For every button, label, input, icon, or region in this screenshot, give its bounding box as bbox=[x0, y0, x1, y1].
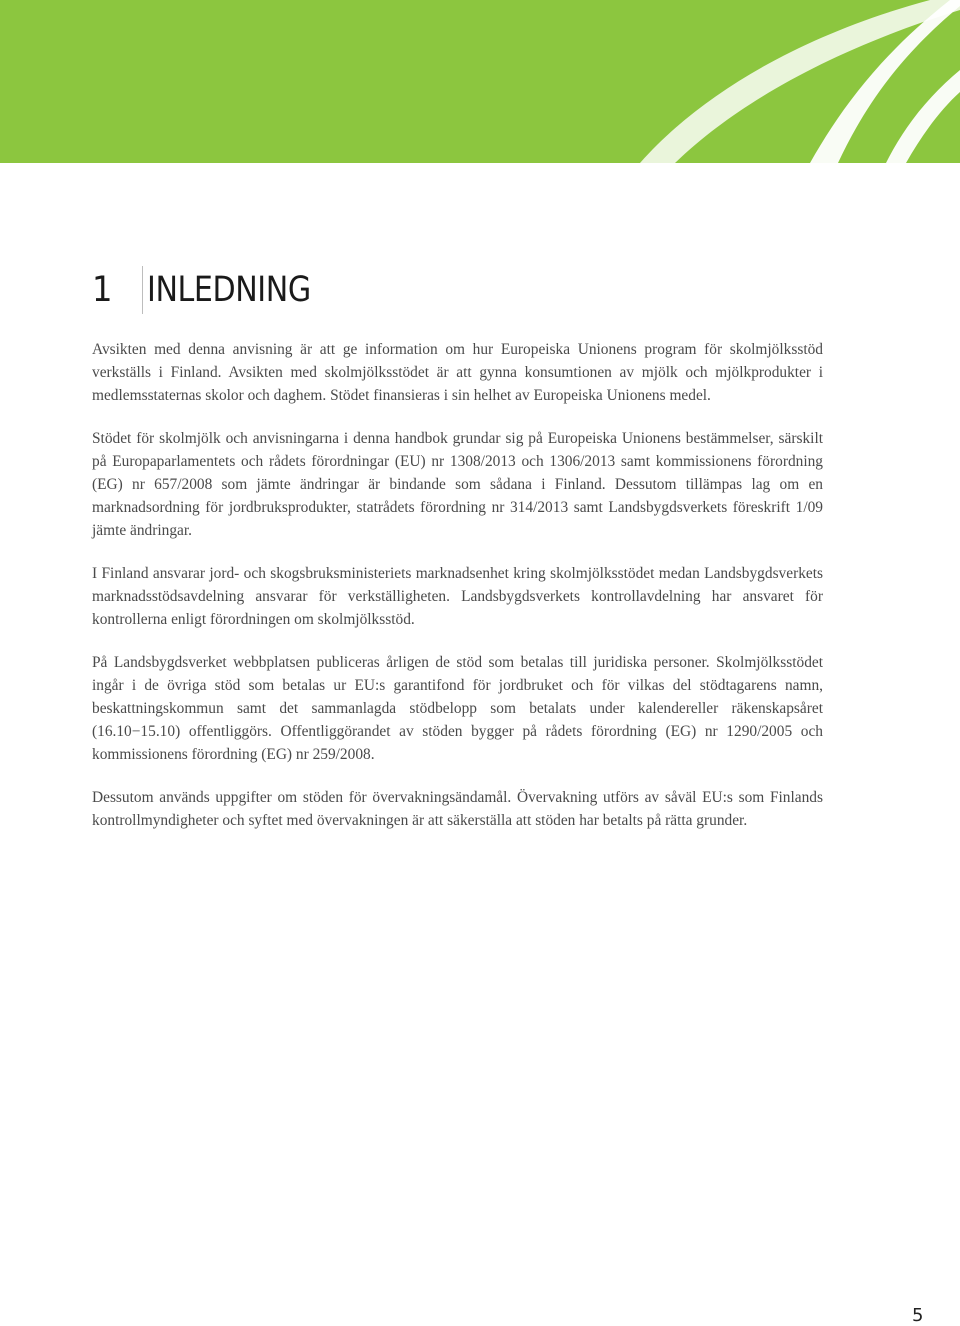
paragraph-legal-basis: Stödet för skolmjölk och anvisningarna i denna handbok grundar sig på Europeiska Unionens bestämmelser, särskilt på Europaparlamentets och rådets förordningar (EU) nr 1308/2013 och 1306/2013 samt kommissionens förordning (EG) nr 657/2008 som jämte ändringar är bindande som sådana i Finland. Dessutom tillämpas lag om en marknadsordning för jordbruksprodukter, statrådets förordning nr 314/2013 samt Landsbygdsverkets föreskrift 1/09 jämte ändringar. bbox=[92, 430, 823, 539]
chapter-title: INLEDNING bbox=[147, 270, 311, 310]
heading-divider bbox=[142, 266, 143, 314]
chapter-heading bbox=[92, 266, 337, 314]
body-text bbox=[92, 338, 823, 852]
leaf-curve-decoration bbox=[0, 0, 960, 163]
chapter-number: 1 bbox=[92, 270, 113, 310]
paragraph-intro: Avsikten med denna anvisning är att ge information om hur Europeiska Unionens program för skolmjölksstöd verkställs i Finland. Avsikten med skolmjölksstödet är att gynna konsumtionen av mjölk och mjölkprodukter i medlemsstaternas skolor och daghem. Stödet finansieras i sin helhet av Europeiska Unionens medel. bbox=[92, 341, 823, 404]
paragraph-responsibilities: I Finland ansvarar jord- och skogsbruksministeriets marknadsenhet kring skolmjölksstödet medan Landsbygdsverkets marknadsstödsavdelning ansvarar för verkställigheten. Landsbygdsverkets kontrollavdelning har ansvaret för kontrollerna enligt förordningen om skolmjölksstöd. bbox=[92, 565, 823, 628]
page-number: 5 bbox=[912, 1305, 924, 1326]
paragraph-publication: På Landsbygdsverket webbplatsen publiceras årligen de stöd som betalas till juridiska personer. Skolmjölksstödet ingår i de övriga stöd som betalas ur EU:s garantifond för jordbruket och för vilkas del stödtagarens namn, beskattningskommun samt det sammanlagda stödbelopp som betalats under kalendereller räkenskapsåret (16.10−15.10) offentliggörs. Offentliggörandet av stöden bygger på rådets förordning (EG) nr 1290/2005 och kommissionens förordning (EG) nr 259/2008. bbox=[92, 654, 823, 763]
paragraph-monitoring: Dessutom används uppgifter om stöden för övervakningsändamål. Övervakning utförs av såväl EU:s som Finlands kontrollmyndigheter och syftet med övervakningen är att säkerställa att stöden har betalts på rätta grunder. bbox=[92, 789, 823, 829]
header-banner bbox=[0, 0, 960, 163]
